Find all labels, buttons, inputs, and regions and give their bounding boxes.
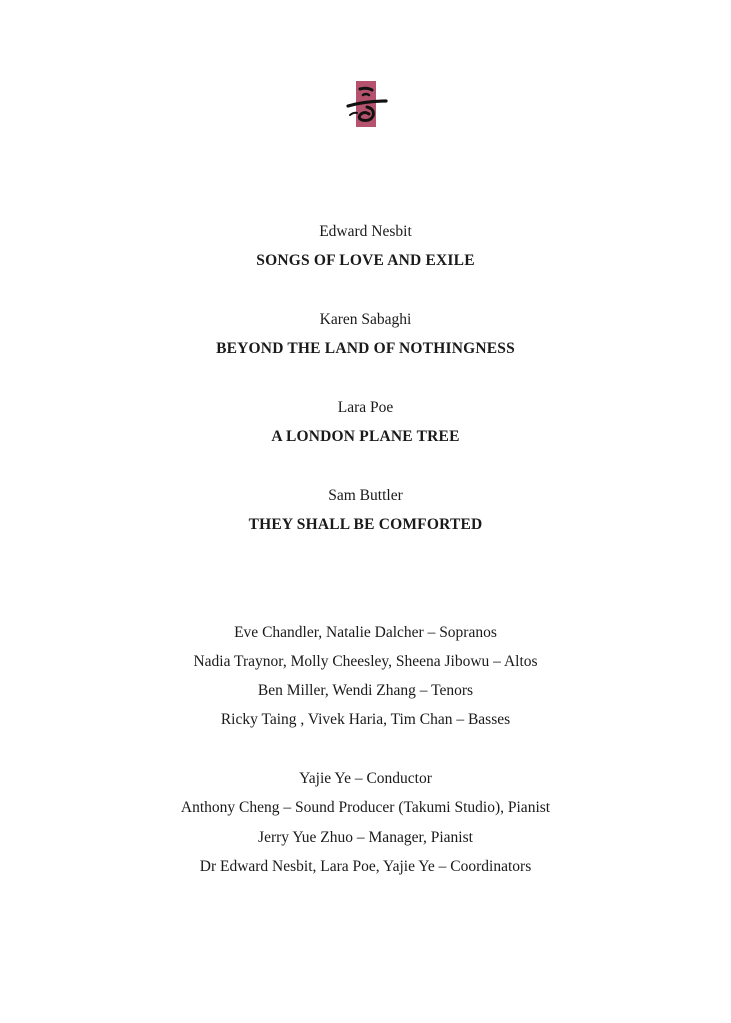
composer-name: Karen Sabaghi [319, 311, 412, 328]
work-title: THEY SHALL BE COMFORTED [248, 516, 483, 533]
composer-name: Edward Nesbit [319, 223, 412, 240]
calligraphy-seal-logo-icon [345, 79, 389, 129]
performers-line: Eve Chandler, Natalie Dalcher – Sopranos [234, 624, 497, 641]
team-line: Anthony Cheng – Sound Producer (Takumi Studio), Pianist [180, 799, 551, 816]
performers-line: Ricky Taing , Vivek Haria, Tim Chan – Basses [220, 711, 511, 728]
team-line: Dr Edward Nesbit, Lara Poe, Yajie Ye – Coordinators [199, 858, 532, 875]
work-title: SONGS OF LOVE AND EXILE [256, 252, 475, 269]
team-line: Yajie Ye – Conductor [299, 770, 432, 787]
performers-line: Ben Miller, Wendi Zhang – Tenors [257, 682, 474, 699]
work-title: A LONDON PLANE TREE [271, 428, 460, 445]
composer-name: Sam Buttler [328, 487, 403, 504]
performers-line: Nadia Traynor, Molly Cheesley, Sheena Jibowu – Altos [193, 653, 538, 670]
composer-name: Lara Poe [337, 399, 394, 416]
team-line: Jerry Yue Zhuo – Manager, Pianist [258, 829, 473, 846]
work-title: BEYOND THE LAND OF NOTHINGNESS [216, 340, 515, 357]
